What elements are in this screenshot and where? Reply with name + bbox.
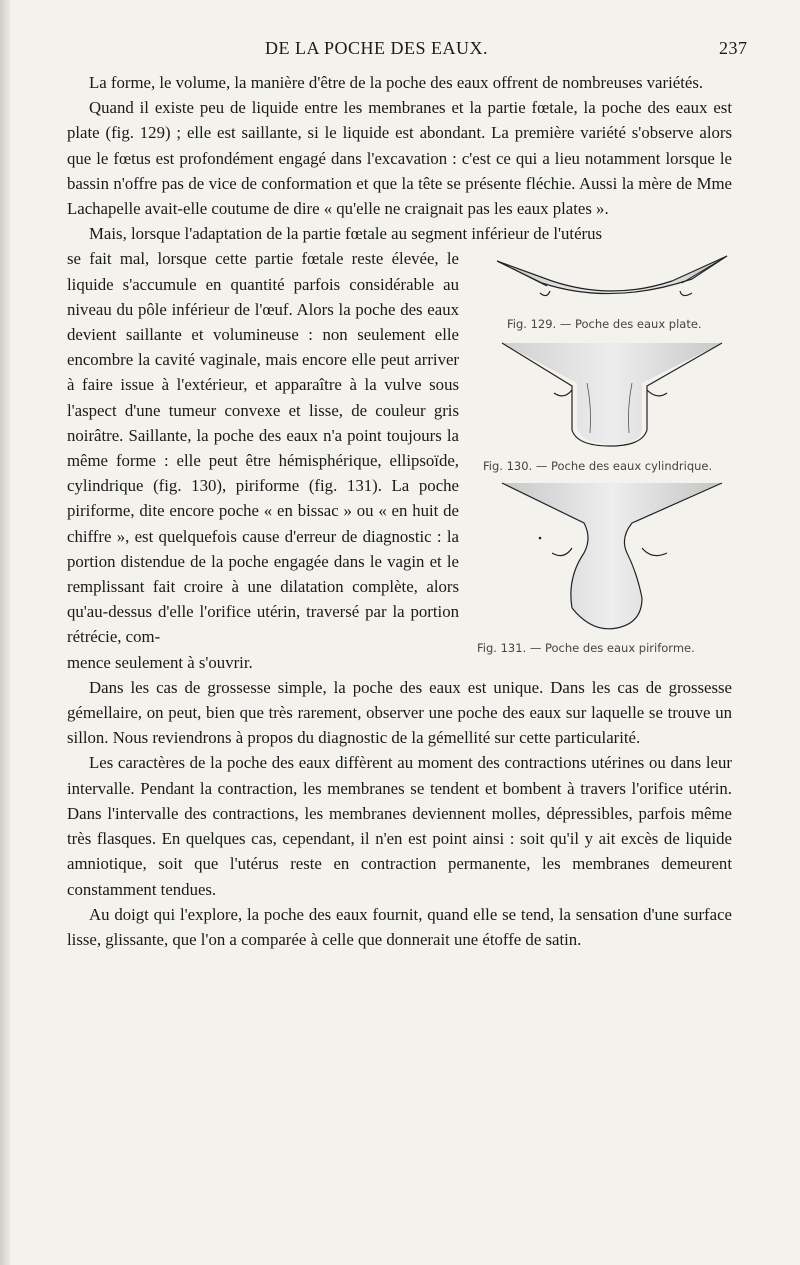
running-head: DE LA POCHE DES EAUX. [265, 38, 489, 58]
text-figure-wrap [67, 246, 732, 656]
paragraph-5: Les caractères de la poche des eaux diffèrent au moment des contractions utérines ou dans leur intervalle. Pendant la contraction, les membranes se tendent et bombent à travers l'orifice utérin. Dans l'intervalle des contractions, les membranes deviennent molles, dépressibles, parfois même très flasques. En quelques cas, cependant, il n'en est point ainsi : soit qu'il y ait excès de liquide amniotique, soit que l'utérus reste en contraction permanente, les membranes demeurent constamment tendues. [67, 753, 732, 899]
paragraph-1: La forme, le volume, la manière d'être de la poche des eaux offrent de nombreuses variétés. [89, 73, 704, 92]
figure-131-caption: Fig. 131. — Poche des eaux piriforme. [477, 641, 695, 656]
page-binding-edge [0, 0, 10, 1265]
paragraph-6: Au doigt qui l'explore, la poche des eaux fournit, quand elle se tend, la sensation d'une surface lisse, glissante, que l'on a comparée à celle que donnerait une étoffe de satin. [67, 904, 732, 949]
figure-130-caption: Fig. 130. — Poche des eaux cylindrique. [483, 459, 713, 474]
paragraph-3-start: Mais, lorsque l'adaptation de la partie fœtale au segment inférieur de l'utérus [89, 224, 603, 244]
figure-130-cylindrical-bag [492, 338, 732, 448]
figure-131-piriform-bag [492, 478, 732, 636]
figure-129-flat-bag [492, 251, 732, 309]
paragraph-3-end: mence seulement à s'ouvrir. [67, 652, 253, 672]
paragraph-4: Dans les cas de grossesse simple, la poche des eaux est unique. Dans les cas de grossesse gémellaire, on peut, bien que très rarement, observer une poche des eaux sur laquelle se trouve un sillon. Nous reviendrons à propos du diagnostic de la gémellité sur cette particularité. [67, 677, 732, 748]
page-header [0, 38, 800, 62]
body-text [67, 70, 732, 952]
paragraph-3-wrapped: se fait mal, lorsque cette partie fœtale reste élevée, le liquide s'accumule en quantité parfois considérable au niveau du pôle inférieur de l'œuf. Alors la poche des eaux devient saillante et volumineuse : non seulement elle encombre la cavité vaginale, mais encore elle peut arriver à faire issue à l'extérieur, et apparaître à la vulve sous l'aspect d'une tumeur convexe et lisse, de couleur gris noirâtre. Saillante, la poche des eaux n'a point toujours la même forme : elle peut être hémisphérique, ellipsoïde, cylindrique (fig. 130), piriforme (fig. 131). La poche piriforme, dite encore poche « en bissac » ou « en huit de chiffre », est quelquefois cause d'erreur de diagnostic : la portion distendue de la poche engagée dans le vagin et le remplissant fait croire à une dilatation complète, alors qu'au-dessus d'elle l'orifice utérin, traversé par la portion rétrécie, com- [67, 249, 459, 647]
page-number: 237 [719, 38, 748, 58]
figure-129-caption: Fig. 129. — Poche des eaux plate. [507, 317, 702, 332]
paragraph-2: Quand il existe peu de liquide entre les membranes et la partie fœtale, la poche des eaux est plate (fig. 129) ; elle est saillante, si le liquide est abondant. La première variété s'observe alors que le fœtus est profondément engagé dans l'excavation : c'est ce qui a lieu notamment lorsque le bassin n'offre pas de vice de conformation et que la tête se présente fléchie. Aussi la mère de Mme Lachapelle avait-elle coutume de dire « qu'elle ne craignait pas les eaux plates ». [67, 98, 732, 219]
